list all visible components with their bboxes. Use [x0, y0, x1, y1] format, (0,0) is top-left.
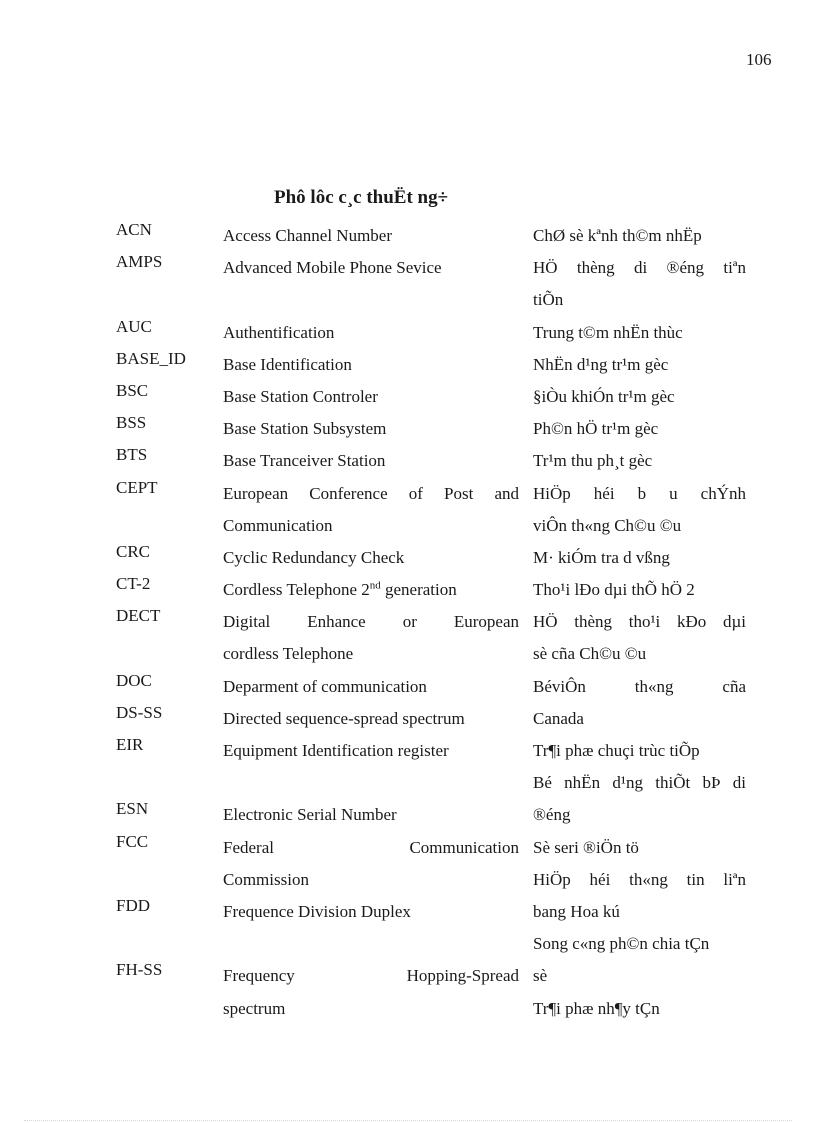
abbreviation: CRC	[116, 541, 151, 561]
term-line: Advanced Mobile Phone Sevice	[223, 258, 442, 278]
translation-cell	[533, 671, 746, 703]
term-line: Federal Communication	[223, 837, 519, 857]
translation-line: §iÒu khiÓn tr¹m gèc	[533, 386, 675, 406]
glossary-row-esn	[116, 799, 746, 831]
translation-line: Bé nhËn d¹ng thiÕt bÞ di	[533, 773, 746, 793]
glossary-row-acn	[116, 220, 746, 252]
translation-line: HÖ thèng di ®éng tiªn	[533, 258, 746, 278]
term-line: Digital Enhance or European	[223, 612, 519, 632]
term-cell	[223, 574, 519, 606]
abbreviation: BTS	[116, 445, 148, 465]
term-line	[223, 574, 519, 606]
translation-cell	[533, 960, 746, 1024]
term-line: Commission	[223, 869, 309, 889]
abbreviation: DOC	[116, 670, 152, 690]
translation-cell	[533, 606, 746, 670]
term-cell	[223, 220, 519, 252]
translation-line: Canada	[533, 708, 584, 728]
term-cell	[223, 252, 519, 284]
glossary-table	[116, 220, 746, 1025]
term-line: Access Channel Number	[223, 226, 393, 245]
term-cell	[223, 896, 519, 928]
translation-line: NhËn d¹ng tr¹m gèc	[533, 354, 669, 374]
translation-cell	[533, 542, 746, 574]
glossary-row-fdd	[116, 896, 746, 960]
translation-cell	[533, 252, 746, 316]
term-cell	[223, 703, 519, 735]
term-cell	[223, 381, 519, 413]
translation-cell	[533, 445, 746, 477]
glossary-row-cept	[116, 478, 746, 542]
term-cell	[223, 542, 519, 574]
translation-line: HÖ thèng tho¹i kÐo dµi	[533, 612, 746, 632]
translation-line: HiÖp héi th«ng tin liªn	[533, 869, 746, 889]
glossary-row-fcc	[116, 832, 746, 896]
translation-cell	[533, 413, 746, 445]
translation-cell	[533, 478, 746, 542]
translation-line: sè cña Ch©u ©u	[533, 644, 647, 664]
glossary-row-crc	[116, 542, 746, 574]
term-line: spectrum	[223, 998, 286, 1018]
abbreviation: FH-SS	[116, 960, 163, 980]
glossary-row-eir	[116, 735, 746, 799]
abbreviation: AMPS	[116, 252, 163, 272]
term-line: Frequence Division Duplex	[223, 901, 411, 921]
glossary-row-bss	[116, 413, 746, 445]
term-text: generation	[380, 580, 457, 600]
translation-line: Song c«ng ph©n chia tÇn	[533, 934, 710, 954]
translation-line: viÔn th«ng Ch©u ©u	[533, 515, 682, 535]
abbreviation: ACN	[116, 220, 152, 239]
term-cell	[223, 671, 519, 703]
glossary-row-doc	[116, 671, 746, 703]
translation-cell	[533, 735, 746, 799]
term-line: Frequency Hopping-Spread	[223, 966, 519, 986]
page-bottom-border	[24, 1120, 792, 1121]
term-line: Deparment of communication	[223, 676, 427, 696]
term-line: Cyclic Redundancy Check	[223, 547, 405, 567]
abbreviation: FDD	[116, 895, 151, 915]
translation-line: bang Hoa kú	[533, 901, 620, 921]
term-cell	[223, 735, 519, 767]
term-line: Electronic Serial Number	[223, 805, 397, 825]
translation-line: Tr¶i phæ chuçi trùc tiÕp	[533, 741, 700, 760]
translation-line: Tr¹m thu ph¸t gèc	[533, 451, 653, 471]
term-cell	[223, 413, 519, 445]
glossary-row-ds-ss	[116, 703, 746, 735]
glossary-row-bsc	[116, 381, 746, 413]
translation-line: Trung t©m nhËn thùc	[533, 322, 683, 342]
term-cell	[223, 478, 519, 542]
translation-cell	[533, 832, 746, 896]
abbreviation: AUC	[116, 316, 152, 336]
term-line: Base Station Subsystem	[223, 419, 387, 439]
translation-cell	[533, 799, 746, 831]
term-line: European Conference of Post and	[223, 483, 519, 503]
abbreviation: DS-SS	[116, 702, 163, 722]
term-cell	[223, 799, 519, 831]
term-text: Cordless Telephone 2	[223, 580, 370, 600]
glossary-row-dect	[116, 606, 746, 670]
term-cell	[223, 445, 519, 477]
ordinal-suffix: nd	[369, 579, 381, 592]
translation-line: sè	[533, 966, 548, 986]
abbreviation: BASE_ID	[116, 348, 186, 368]
abbreviation: EIR	[116, 735, 144, 754]
term-cell	[223, 349, 519, 381]
translation-line: HiÖp héi b u chÝnh	[533, 483, 746, 503]
term-line: Communication	[223, 515, 333, 535]
translation-line: ®éng	[533, 805, 571, 825]
abbreviation: DECT	[116, 606, 161, 626]
translation-cell	[533, 220, 746, 252]
glossary-row-fh-ss	[116, 960, 746, 1024]
glossary-row-ct-2	[116, 574, 746, 606]
translation-cell	[533, 349, 746, 381]
term-cell	[223, 317, 519, 349]
glossary-row-auc	[116, 317, 746, 349]
term-line: Directed sequence-spread spectrum	[223, 708, 465, 728]
glossary-row-bts	[116, 445, 746, 477]
term-line: Equipment Identification register	[223, 741, 449, 760]
term-line: Base Station Controler	[223, 386, 378, 406]
page-title: Phô lôc c¸c thuËt ng÷	[274, 187, 449, 208]
translation-line: Sè seri ®iÖn tö	[533, 837, 639, 857]
abbreviation: CEPT	[116, 477, 158, 497]
translation-cell	[533, 896, 746, 960]
translation-line: Ph©n hÖ tr¹m gèc	[533, 419, 659, 439]
translation-cell	[533, 381, 746, 413]
term-line: Base Identification	[223, 354, 352, 374]
glossary-row-base-id	[116, 349, 746, 381]
abbreviation: CT-2	[116, 574, 151, 594]
term-line: Authentification	[223, 322, 335, 342]
abbreviation: ESN	[116, 799, 149, 819]
term-line: cordless Telephone	[223, 644, 354, 664]
glossary-row-amps	[116, 252, 746, 316]
term-cell	[223, 606, 519, 670]
translation-cell	[533, 703, 746, 735]
translation-cell	[533, 317, 746, 349]
translation-line: M· kiÓm tra d vßng	[533, 547, 670, 567]
translation-line: BéviÔn th«ng cña	[533, 676, 746, 696]
abbreviation: BSS	[116, 413, 147, 433]
abbreviation: FCC	[116, 831, 149, 851]
term-line: Base Tranceiver Station	[223, 451, 386, 471]
translation-cell	[533, 574, 746, 606]
translation-line: Tho¹i lÐo dµi thÕ hÖ 2	[533, 580, 695, 600]
term-cell	[223, 832, 519, 896]
translation-line: Tr¶i phæ nh¶y tÇn	[533, 998, 660, 1018]
translation-line: tiÕn	[533, 290, 564, 310]
translation-line: ChØ sè kªnh th©m nhËp	[533, 226, 702, 245]
abbreviation: BSC	[116, 380, 149, 400]
page-number: 106	[746, 50, 772, 69]
term-cell	[223, 960, 519, 1024]
